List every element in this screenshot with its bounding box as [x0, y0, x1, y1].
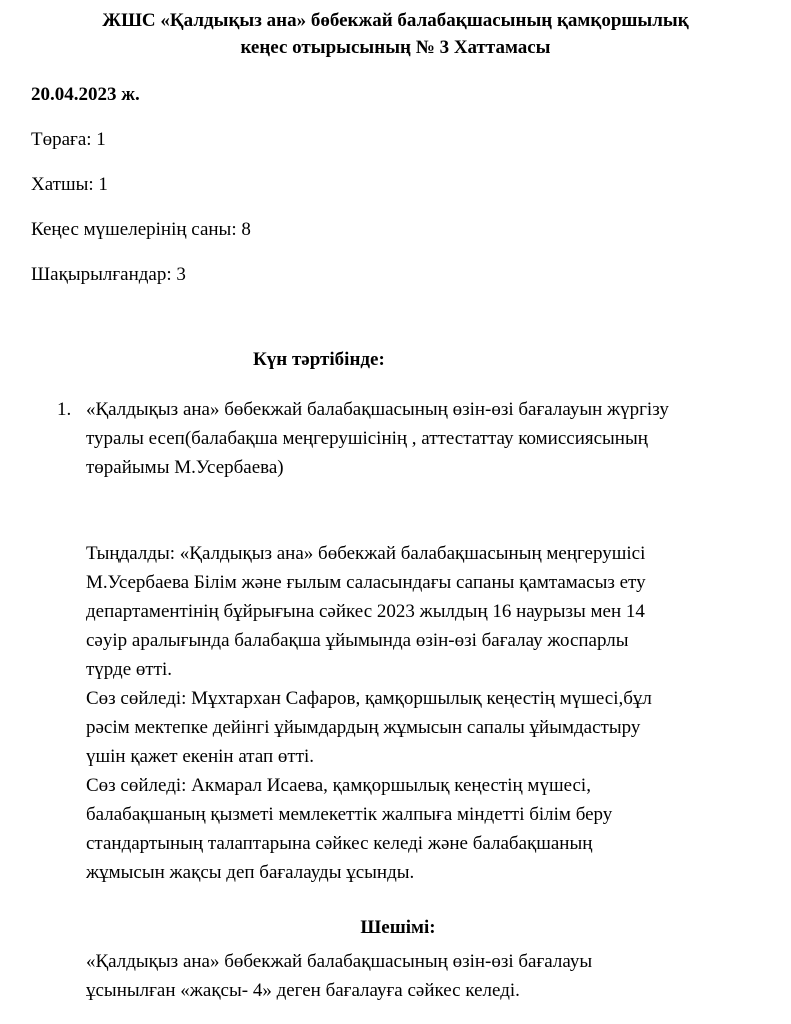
discussion-line: Сөз сөйледі: Мұхтархан Сафаров, қамқоршылық кеңестің мүшесі,бұл [86, 688, 652, 709]
discussion-section [86, 539, 776, 887]
decision-heading: Шешімі: [360, 917, 436, 938]
discussion-line: үшін қажет екенін атап өтті. [86, 746, 315, 767]
council-members-count: Кеңес мүшелерінің саны: 8 [31, 219, 251, 240]
agenda-item [0, 395, 791, 482]
document-title-line2: кеңес отырысының № 3 Хаттамасы [240, 37, 551, 58]
discussion-line: Тыңдалды: «Қалдықыз ана» бөбекжай балабақшасының меңгерушісі [86, 543, 646, 564]
invited-count: Шақырылғандар: 3 [31, 264, 186, 285]
agenda-item-line: «Қалдықыз ана» бөбекжай балабақшасының өзін-өзі бағалауын жүргізу [86, 399, 669, 420]
discussion-line: стандартының талаптарына сәйкес келеді және балабақшаның [86, 833, 593, 854]
discussion-line: балабақшаның қызметі мемлекеттік жалпыға міндетті білім беру [86, 804, 613, 825]
discussion-line: департаментінің бұйрығына сәйкес 2023 жылдың 16 наурызы мен 14 [86, 601, 645, 622]
discussion-line: рәсім мектепке дейінгі ұйымдардың жұмысын сапалы ұйымдастыру [86, 717, 641, 738]
meeting-date: 20.04.2023 ж. [31, 84, 140, 105]
agenda-list [0, 395, 791, 482]
discussion-line: М.Усербаева Білім және ғылым саласындағы сапаны қамтамасыз ету [86, 572, 646, 593]
chair-count: Төраға: 1 [31, 129, 106, 150]
discussion-line: жұмысын жақсы деп бағалауды ұсынды. [86, 862, 415, 883]
decision-section [86, 947, 776, 1005]
decision-line: ұсынылған «жақсы- 4» деген бағалауға сәйкес келеді. [86, 980, 520, 1001]
agenda-heading: Күн тәртібінде: [253, 349, 385, 370]
secretary-count: Хатшы: 1 [31, 174, 108, 195]
discussion-line: түрде өтті. [86, 659, 173, 680]
agenda-item-number: 1. [57, 399, 72, 420]
discussion-line: Сөз сөйледі: Акмарал Исаева, қамқоршылық кеңестің мүшесі, [86, 775, 591, 796]
document-title-line1: ЖШС «Қалдықыз ана» бөбекжай балабақшасының қамқоршылық [102, 10, 689, 31]
discussion-line: сәуір аралығында балабақша ұйымында өзін-өзі бағалау жоспарлы [86, 630, 629, 651]
decision-line: «Қалдықыз ана» бөбекжай балабақшасының өзін-өзі бағалауы [86, 951, 593, 972]
agenda-item-line: төрайымы М.Усербаева) [86, 457, 284, 478]
agenda-item-line: туралы есеп(балабақша меңгерушісінің , аттестаттау комиссиясының [86, 428, 648, 449]
